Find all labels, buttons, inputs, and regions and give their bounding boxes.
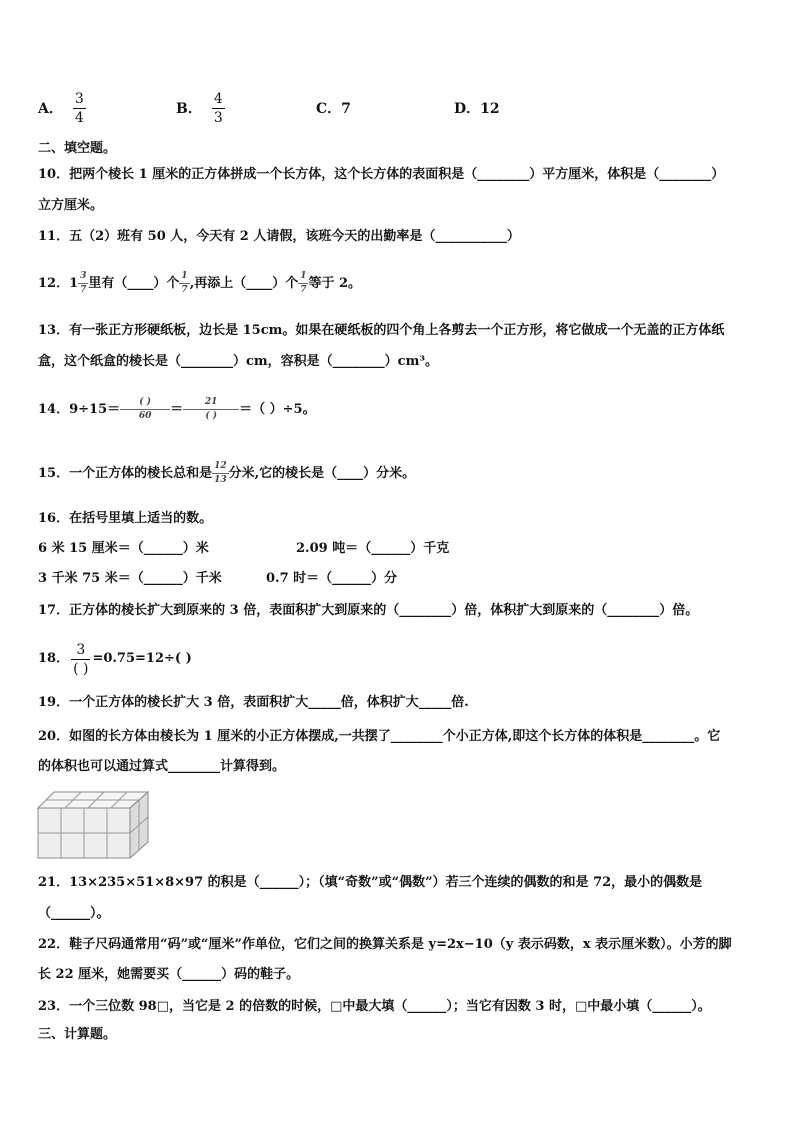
option-a-letter: A． bbox=[38, 101, 63, 117]
option-b-numerator: 4 bbox=[213, 90, 223, 107]
q12-text-2: 里有（____）个 bbox=[88, 276, 180, 291]
question-18 bbox=[38, 640, 192, 678]
q12-fraction-1 bbox=[78, 272, 88, 295]
q12-text-1: 12．1 bbox=[38, 276, 79, 291]
option-b-denominator: 3 bbox=[213, 109, 223, 126]
q14-fraction-1-num: ( ) bbox=[139, 397, 151, 407]
q14-fraction-2-den: ( ) bbox=[183, 409, 239, 421]
q12-fraction-3-num: 1 bbox=[300, 271, 307, 281]
question-11: 11．五（2）班有 50 人，今天有 2 人请假，该班今天的出勤率是（___________） bbox=[38, 229, 520, 244]
q12-fraction-2-num: 1 bbox=[181, 271, 188, 281]
q12-fraction-3 bbox=[298, 272, 308, 295]
q12-fraction-3-den: 7 bbox=[300, 285, 307, 295]
question-16-row1-right: 2.09 吨＝（______）千克 bbox=[296, 541, 450, 556]
q14-text-2: ＝ bbox=[170, 402, 184, 417]
question-22-line-2: 长 22 厘米，她需要买（______）码的鞋子。 bbox=[38, 967, 300, 982]
option-a bbox=[38, 88, 86, 128]
q15-fraction bbox=[212, 462, 229, 485]
option-b-letter: B． bbox=[176, 101, 202, 117]
question-12 bbox=[38, 272, 361, 295]
q18-fraction-den: ( ) bbox=[73, 660, 89, 677]
question-15 bbox=[38, 462, 415, 485]
question-20-line-2: 的体积也可以通过算式________计算得到。 bbox=[38, 759, 286, 774]
option-d bbox=[454, 88, 500, 128]
q14-fraction-2 bbox=[183, 398, 239, 421]
q12-fraction-1-num: 3 bbox=[80, 271, 87, 281]
q14-text-3: ＝（ ）÷5。 bbox=[239, 402, 316, 417]
question-23: 23．一个三位数 98□，当它是 2 的倍数的时候，□中最大填（______）；当它有因数 3 时，□中最小填（______）。 bbox=[38, 999, 711, 1014]
option-d-text: D．12 bbox=[454, 101, 500, 117]
question-22-line-1: 22．鞋子尺码通常用“码”或“厘米”作单位，它们之间的换算关系是 y=2x−10（y 表示码数，x 表示厘米数）。小芳的脚 bbox=[38, 937, 732, 952]
option-b-fraction bbox=[212, 92, 225, 125]
question-20-line-1: 20．如图的长方体由棱长为 1 厘米的小正方体摆成,一共摆了________个小正方体,即这个长方体的体积是________。它 bbox=[38, 729, 721, 744]
option-c-text: C．7 bbox=[316, 101, 351, 117]
section-2-heading: 二、填空题。 bbox=[38, 141, 117, 156]
q12-text-3: ,再添上（____）个 bbox=[189, 276, 299, 291]
q12-fraction-2 bbox=[179, 272, 189, 295]
q15-fraction-num: 12 bbox=[214, 461, 227, 471]
question-13-line-1: 13．有一张正方形硬纸板，边长是 15cm。如果在硬纸板的四个角上各剪去一个正方形，将它做成一个无盖的正方体纸 bbox=[38, 323, 725, 338]
question-19: 19．一个正方体的棱长扩大 3 倍，表面积扩大_____倍，体积扩大_____倍. bbox=[38, 695, 469, 710]
q18-fraction-num: 3 bbox=[76, 641, 86, 658]
question-21-line-2: （______）。 bbox=[38, 906, 110, 921]
q15-text-2: 分米,它的棱长是（____）分米。 bbox=[228, 466, 416, 481]
q18-fraction bbox=[71, 643, 90, 676]
question-14 bbox=[38, 398, 316, 421]
q14-fraction-1-den: 60 bbox=[120, 409, 170, 421]
q18-text-1: 18． bbox=[38, 651, 70, 666]
q15-text-1: 15．一个正方体的棱长总和是 bbox=[38, 466, 213, 481]
q15-fraction-den: 13 bbox=[214, 475, 227, 485]
question-10-line-2: 立方厘米。 bbox=[38, 198, 104, 213]
option-c bbox=[316, 88, 351, 128]
question-16-row2-left: 3 千米 75 米＝（______）千米 bbox=[38, 571, 222, 586]
q14-fraction-2-num: 21 bbox=[204, 397, 218, 407]
option-a-fraction bbox=[73, 92, 86, 125]
section-3-heading: 三、计算题。 bbox=[38, 1027, 117, 1042]
q12-fraction-1-den: 7 bbox=[80, 285, 87, 295]
question-10-line-1: 10．把两个棱长 1 厘米的正方体拼成一个长方体，这个长方体的表面积是（________）平方厘米，体积是（________） bbox=[38, 167, 725, 182]
question-16-row1-left: 6 米 15 厘米＝（______）米 bbox=[38, 541, 209, 556]
q12-text-4: 等于 2。 bbox=[308, 276, 362, 291]
question-21-line-1: 21．13×235×51×8×97 的积是（______）；（填“奇数”或“偶数”）若三个连续的偶数的和是 72，最小的偶数是 bbox=[38, 875, 703, 890]
question-13-line-2: 盒，这个纸盒的棱长是（________）cm，容积是（________）cm³。 bbox=[38, 354, 439, 369]
option-a-numerator: 3 bbox=[74, 90, 84, 107]
q12-fraction-2-den: 7 bbox=[181, 285, 188, 295]
q14-fraction-1 bbox=[120, 398, 170, 421]
question-16-row2-right: 0.7 时＝（______）分 bbox=[266, 571, 398, 586]
question-16-title: 16．在括号里填上适当的数。 bbox=[38, 511, 213, 526]
q14-text-1: 14．9÷15＝ bbox=[38, 402, 121, 417]
cuboid-figure bbox=[36, 790, 154, 860]
option-b bbox=[176, 88, 225, 128]
q18-text-2: =0.75=12÷( ) bbox=[92, 651, 192, 666]
option-a-denominator: 4 bbox=[74, 109, 84, 126]
question-17: 17．正方体的棱长扩大到原来的 3 倍，表面积扩大到原来的（________）倍，体积扩大到原来的（________）倍。 bbox=[38, 603, 699, 618]
